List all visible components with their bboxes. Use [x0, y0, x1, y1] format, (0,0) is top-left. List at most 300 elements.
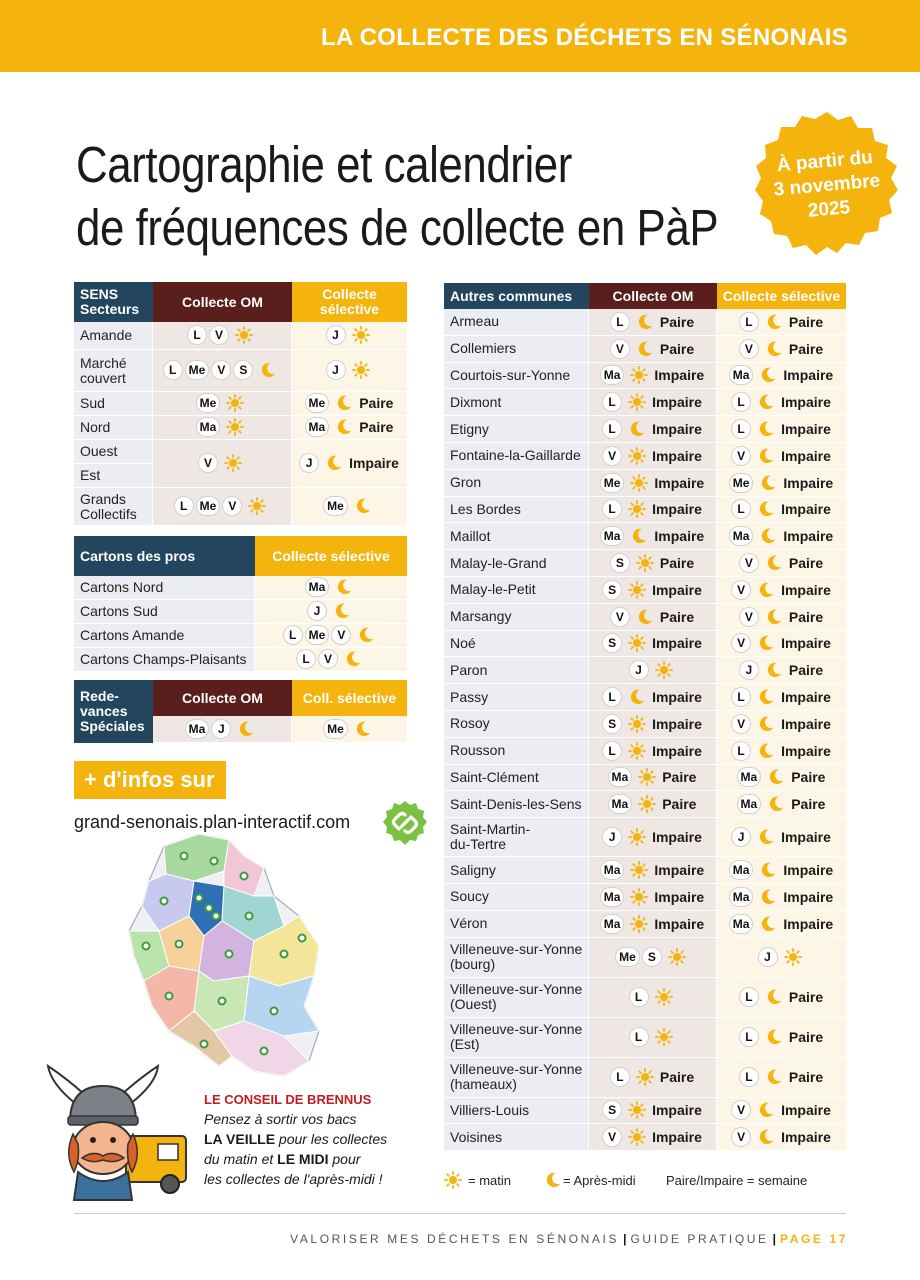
cartons-schedule: [255, 576, 407, 600]
week-parity: Impaire: [781, 635, 831, 652]
sel-schedule: [292, 392, 407, 416]
sel-schedule: [292, 322, 407, 350]
sun-icon: [628, 742, 646, 760]
commune-name: [444, 497, 589, 524]
tip-line-3-end: pour: [328, 1151, 361, 1167]
week-parity: Impaire: [783, 888, 834, 905]
day-pill: L: [732, 393, 750, 411]
moon-icon: [325, 454, 343, 472]
week-parity: Paire: [788, 1068, 824, 1085]
badge-line-1: À partir du: [776, 146, 874, 177]
day-pill: L: [630, 1028, 648, 1046]
sel-schedule: [717, 684, 846, 711]
om-schedule: [589, 550, 717, 577]
commune-name: [444, 765, 589, 792]
sel-schedule: [717, 657, 846, 684]
commune-name: [444, 1124, 589, 1151]
header-title: LA COLLECTE DES DÉCHETS EN SÉNONAIS: [321, 24, 848, 51]
moon-icon: [757, 393, 775, 411]
table-row: [444, 884, 846, 911]
day-pill: V: [611, 608, 629, 626]
table-row: [444, 818, 846, 857]
moon-icon: [628, 420, 646, 438]
week-parity: Impaire: [652, 688, 702, 705]
sun-icon: [630, 861, 648, 879]
table-row: [74, 600, 407, 624]
om-schedule: [589, 978, 717, 1018]
om-schedule: [589, 765, 717, 792]
table-row: [444, 938, 846, 978]
sector-name: [74, 350, 153, 392]
row-label-line: Fontaine-la-Gaillarde: [450, 447, 581, 464]
row-label-line: Dixmont: [450, 393, 502, 410]
cartons-table: [74, 536, 407, 672]
om-schedule: [589, 857, 717, 884]
om-schedule: [589, 657, 717, 684]
row-label-line: Malay-le-Grand: [450, 554, 547, 571]
week-parity: Impaire: [781, 501, 831, 518]
sel-schedule: [717, 1018, 846, 1058]
sector-name: [74, 416, 153, 440]
table-row: [444, 389, 846, 416]
week-parity: Impaire: [349, 455, 399, 472]
moon-icon: [757, 634, 775, 652]
commune-name: [444, 336, 589, 363]
sector-name: [74, 488, 153, 526]
day-pill: L: [164, 361, 182, 379]
row-label-line: Maillot: [450, 527, 491, 544]
legend-sun-icon: [444, 1171, 462, 1189]
sector-name: [74, 392, 153, 416]
day-pill: L: [284, 626, 302, 644]
sun-icon: [628, 1101, 646, 1119]
sens-header-sector: [74, 282, 153, 322]
sun-icon: [630, 915, 648, 933]
week-parity: Paire: [788, 662, 824, 679]
table-row: [444, 309, 846, 336]
row-label-line: Passy: [450, 688, 489, 705]
week-parity: Paire: [788, 313, 824, 330]
sel-schedule: [717, 470, 846, 497]
date-badge: [749, 144, 905, 229]
row-label-line: Soucy: [450, 888, 489, 905]
day-pill: L: [175, 497, 193, 515]
om-schedule: [153, 322, 292, 350]
sel-schedule: [717, 336, 846, 363]
table-row: [444, 1124, 846, 1151]
day-pill: J: [327, 326, 345, 344]
table-row: [444, 604, 846, 631]
sel-schedule: [717, 884, 846, 911]
commune-name: [444, 550, 589, 577]
sel-schedule: [717, 389, 846, 416]
footer-page-number: PAGE 17: [780, 1232, 848, 1246]
footer: [290, 1232, 848, 1246]
sel-schedule: [717, 577, 846, 604]
day-pill: Me: [601, 474, 624, 492]
om-schedule: [589, 336, 717, 363]
moon-icon: [767, 768, 785, 786]
cartons-name: Cartons Nord: [74, 576, 255, 600]
moon-icon: [765, 1068, 783, 1086]
moon-icon: [765, 340, 783, 358]
om-schedule: [589, 1124, 717, 1151]
moon-icon: [344, 650, 362, 668]
mascot-face: [73, 1122, 133, 1174]
sens-header-om: Collecte OM: [153, 282, 292, 322]
om-schedule: [589, 416, 717, 443]
day-pill: V: [732, 1128, 750, 1146]
sun-icon: [628, 393, 646, 411]
legend-sun-label: = matin: [468, 1173, 511, 1188]
day-pill: J: [630, 661, 648, 679]
week-parity: Impaire: [781, 715, 831, 732]
moon-icon: [757, 420, 775, 438]
moon-icon: [759, 861, 777, 879]
sun-icon: [224, 454, 242, 472]
day-pill: Ma: [186, 720, 209, 738]
row-label-line: Paron: [450, 661, 488, 678]
table-row: [444, 1018, 846, 1058]
commune-name: [444, 363, 589, 390]
moon-icon: [636, 340, 654, 358]
week-parity: Impaire: [783, 474, 834, 491]
day-pill: S: [643, 948, 661, 966]
day-pill: V: [740, 608, 758, 626]
sel-schedule: [292, 416, 407, 440]
day-pill: L: [297, 650, 315, 668]
commune-name: [444, 791, 589, 818]
moon-icon: [759, 888, 777, 906]
day-pill: Me: [324, 720, 347, 738]
sel-schedule: [717, 911, 846, 938]
mascot-eye-right: [110, 1137, 116, 1143]
week-parity: Impaire: [781, 394, 831, 411]
sun-icon: [668, 948, 686, 966]
day-pill: V: [732, 581, 750, 599]
om-schedule: [589, 389, 717, 416]
sun-icon: [630, 888, 648, 906]
week-parity: Paire: [359, 419, 394, 436]
row-label-line: Spéciales: [80, 718, 145, 734]
week-parity: Impaire: [652, 829, 702, 846]
sun-icon: [226, 394, 244, 412]
sel-schedule: [717, 550, 846, 577]
table-row: [444, 363, 846, 390]
week-parity: Impaire: [654, 888, 705, 905]
row-label-line: Saint-Clément: [450, 768, 539, 785]
day-pill: L: [732, 500, 750, 518]
row-label-line: Villiers-Louis: [450, 1101, 530, 1118]
row-label-line: Etigny: [450, 420, 489, 437]
ouest-est-sel: [292, 440, 407, 488]
sel-schedule: [292, 488, 407, 526]
row-label-line: Nord: [80, 419, 111, 435]
sel-schedule: [717, 978, 846, 1018]
table-row: [74, 576, 407, 600]
moon-icon: [759, 527, 777, 545]
day-pill: Ma: [730, 915, 753, 933]
om-schedule: [589, 470, 717, 497]
moon-icon: [767, 795, 785, 813]
row-label-line: couvert: [80, 369, 126, 386]
tip-line-2-rest: pour les collectes: [275, 1131, 388, 1147]
table-row: [444, 631, 846, 658]
day-pill: L: [732, 688, 750, 706]
tip-line-2: [204, 1129, 424, 1149]
om-schedule: [589, 1058, 717, 1098]
table-row: [74, 350, 407, 392]
sector-name: [74, 322, 153, 350]
sector-name: [74, 464, 153, 488]
commune-name: [444, 978, 589, 1018]
table-row: [74, 440, 407, 464]
legend: [444, 1170, 846, 1192]
week-parity: Impaire: [652, 635, 702, 652]
row-label-line: sélective: [319, 301, 380, 317]
sun-icon: [638, 768, 656, 786]
day-pill: S: [234, 361, 252, 379]
legend-week-label: Paire/Impaire = semaine: [666, 1173, 808, 1188]
row-label-line: Collectifs: [80, 505, 137, 522]
week-parity: Impaire: [781, 1129, 831, 1146]
day-pill: L: [740, 988, 758, 1006]
moon-icon: [636, 313, 654, 331]
day-pill: Me: [197, 497, 220, 515]
day-pill: Me: [306, 626, 329, 644]
redevances-header-sel: Coll. sélective: [292, 680, 407, 716]
sun-icon: [352, 361, 370, 379]
week-parity: Impaire: [781, 420, 831, 437]
week-parity: Paire: [791, 796, 826, 813]
week-parity: Paire: [659, 554, 695, 571]
day-pill: Me: [186, 361, 209, 379]
commune-name: [444, 884, 589, 911]
row-label-line: Les Bordes: [450, 500, 521, 517]
day-pill: J: [212, 720, 230, 738]
day-pill: V: [732, 447, 750, 465]
table-row: [444, 443, 846, 470]
header-bar: [0, 0, 920, 72]
table-row: [444, 711, 846, 738]
row-label-line: Malay-le-Petit: [450, 581, 536, 598]
om-schedule: [589, 884, 717, 911]
om-schedule: [589, 604, 717, 631]
week-parity: Impaire: [654, 528, 705, 545]
sun-icon: [628, 634, 646, 652]
sun-icon: [628, 447, 646, 465]
sel-schedule: [717, 818, 846, 857]
week-parity: Paire: [791, 769, 826, 786]
tip-line-1: Pensez à sortir vos bacs: [204, 1111, 357, 1127]
om-schedule: [589, 363, 717, 390]
moon-icon: [259, 361, 277, 379]
week-parity: Paire: [788, 340, 824, 357]
week-parity: Paire: [788, 554, 824, 571]
day-pill: Ma: [601, 366, 624, 384]
sel-schedule: [717, 604, 846, 631]
om-schedule: [153, 392, 292, 416]
day-pill: L: [188, 326, 206, 344]
commune-name: [444, 1018, 589, 1058]
row-label-line: Rousson: [450, 742, 506, 759]
moon-icon: [333, 602, 351, 620]
sel-schedule: [717, 765, 846, 792]
row-label-line: Villeneuve-sur-Yonne: [450, 1021, 583, 1038]
moon-icon: [757, 1128, 775, 1146]
communes-table: [444, 283, 846, 1151]
row-label-line: Villeneuve-sur-Yonne: [450, 941, 583, 958]
moon-icon: [757, 447, 775, 465]
day-pill: V: [732, 715, 750, 733]
table-row: [74, 392, 407, 416]
row-label-line: Sud: [80, 395, 105, 411]
moon-icon: [335, 578, 353, 596]
badge-line-3: 2025: [807, 197, 852, 222]
commune-name: [444, 711, 589, 738]
cartons-name: Cartons Sud: [74, 600, 255, 624]
week-parity: Impaire: [652, 394, 702, 411]
moon-icon: [628, 688, 646, 706]
om-schedule: [153, 350, 292, 392]
legend-moon-label: = Après-midi: [563, 1173, 636, 1188]
sel-schedule: [717, 1098, 846, 1125]
footer-part-2: GUIDE PRATIQUE: [630, 1232, 769, 1246]
moon-icon: [765, 661, 783, 679]
table-row: [74, 322, 407, 350]
day-pill: J: [327, 361, 345, 379]
moon-icon: [765, 554, 783, 572]
day-pill: Ma: [738, 795, 761, 813]
day-pill: Ma: [730, 366, 753, 384]
moon-icon: [630, 527, 648, 545]
moon-icon: [237, 720, 255, 738]
sun-icon: [655, 988, 673, 1006]
commune-name: [444, 818, 589, 857]
moon-icon: [765, 1028, 783, 1046]
day-pill: Ma: [601, 861, 624, 879]
cartons-schedule: [255, 600, 407, 624]
table-row: [74, 648, 407, 672]
day-pill: Ma: [609, 795, 632, 813]
commune-name: [444, 938, 589, 978]
communes-header-sel: Collecte sélective: [717, 283, 846, 309]
mascot-body: [74, 1172, 132, 1200]
day-pill: L: [603, 420, 621, 438]
cartons-name: Cartons Amande: [74, 624, 255, 648]
day-pill: V: [332, 626, 350, 644]
cartons-header-sel: Collecte sélective: [255, 536, 407, 576]
row-label-line: Grands: [80, 490, 126, 507]
infos-label: + d'infos sur: [74, 761, 226, 799]
week-parity: Paire: [659, 313, 695, 330]
ouest-est-om: [153, 440, 292, 488]
day-pill: Ma: [730, 888, 753, 906]
week-parity: Impaire: [652, 742, 702, 759]
commune-name: [444, 604, 589, 631]
moon-icon: [759, 915, 777, 933]
om-schedule: [589, 631, 717, 658]
tip-line-4: les collectes de l'après-midi !: [204, 1171, 383, 1187]
om-schedule: [589, 711, 717, 738]
sens-header-sel: [292, 282, 407, 322]
row-label-line: (Ouest): [450, 996, 497, 1013]
moon-icon: [759, 366, 777, 384]
sel-schedule: [717, 363, 846, 390]
day-pill: V: [603, 447, 621, 465]
sun-icon: [638, 795, 656, 813]
sun-icon: [630, 474, 648, 492]
table-row: [444, 470, 846, 497]
day-pill: L: [603, 500, 621, 518]
day-pill: L: [630, 988, 648, 1006]
commune-name: [444, 911, 589, 938]
day-pill: Ma: [306, 418, 329, 436]
table-row: [444, 911, 846, 938]
moon-icon: [335, 394, 353, 412]
moon-icon: [765, 988, 783, 1006]
sel-schedule: [717, 416, 846, 443]
commune-name: [444, 1098, 589, 1125]
sel-schedule: [717, 309, 846, 336]
table-row: [444, 550, 846, 577]
day-pill: V: [611, 340, 629, 358]
moon-icon: [757, 715, 775, 733]
week-parity: Paire: [659, 608, 695, 625]
om-schedule: [589, 1098, 717, 1125]
om-schedule: [589, 443, 717, 470]
week-parity: Paire: [659, 340, 695, 357]
day-pill: J: [308, 602, 326, 620]
website-link[interactable]: grand-senonais.plan-interactif.com: [74, 812, 351, 832]
day-pill: V: [732, 1101, 750, 1119]
row-label-line: Gron: [450, 474, 482, 491]
moon-icon: [765, 313, 783, 331]
day-pill: S: [603, 715, 621, 733]
day-pill: Me: [730, 474, 753, 492]
cartons-name: Cartons Champs-Plaisants: [74, 648, 255, 672]
page-title-line-1: Cartographie et calendrier: [76, 136, 572, 193]
day-pill: S: [603, 1101, 621, 1119]
sun-icon: [226, 418, 244, 436]
row-label-line: (Est): [450, 1036, 480, 1053]
sun-icon: [628, 828, 646, 846]
table-row: [444, 978, 846, 1018]
day-pill: Ma: [609, 768, 632, 786]
row-label-line: Véron: [450, 915, 488, 932]
sun-icon: [655, 1028, 673, 1046]
sun-icon: [628, 500, 646, 518]
day-pill: V: [740, 554, 758, 572]
om-schedule: [589, 738, 717, 765]
week-parity: Impaire: [654, 474, 705, 491]
moon-icon: [757, 500, 775, 518]
row-label-line: Villeneuve-sur-Yonne: [450, 981, 583, 998]
sun-icon: [628, 715, 646, 733]
moon-icon: [357, 626, 375, 644]
table-row: [444, 336, 846, 363]
om-schedule: [589, 309, 717, 336]
sel-schedule: [717, 631, 846, 658]
moon-icon: [354, 720, 372, 738]
sun-icon: [235, 326, 253, 344]
day-pill: V: [603, 1128, 621, 1146]
redevances-sel-schedule: [292, 716, 407, 743]
tip-emphasis-veille: LA VEILLE: [204, 1131, 276, 1147]
day-pill: J: [732, 828, 750, 846]
link-icon[interactable]: [382, 800, 428, 846]
week-parity: Impaire: [783, 915, 834, 932]
